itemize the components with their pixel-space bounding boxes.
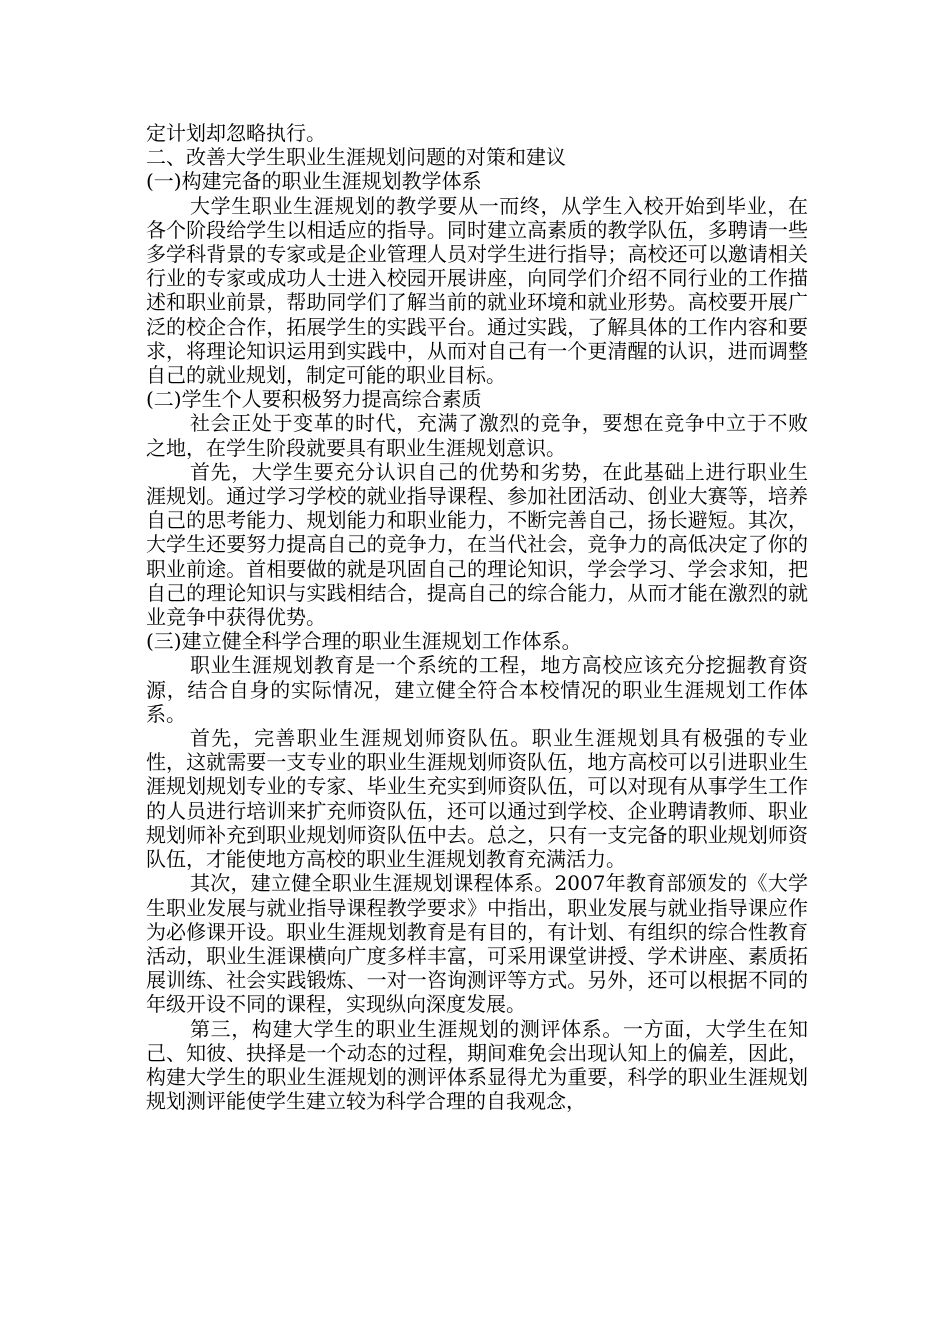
paragraph-continuation: 定计划却忽略执行。 (146, 121, 326, 145)
body-paragraph: 首先，完善职业生涯规划师资队伍。职业生涯规划具有极强的专业性，这就需要一支专业的职业生涯规划师资队伍，地方高校可以引进职业生涯规划规划专业的专家、毕业生充实到师资队伍，可以对现有从事学生工作的人员进行培训来扩充师资队伍，还可以通过到学校、企业聘请教师、职业规划师补充到职业规划师资队伍中去。总之，只有一支完备的职业规划师资队伍，才能使地方高校的职业生涯规划教育充满活力。 (146, 726, 808, 872)
body-paragraph: 职业生涯规划教育是一个系统的工程，地方高校应该充分挖掘教育资源，结合自身的实际情况，建立健全符合本校情况的职业生涯规划工作体系。 (146, 653, 808, 726)
body-paragraph: 社会正处于变革的时代，充满了激烈的竞争，要想在竞争中立于不败之地，在学生阶段就要具有职业生涯规划意识。 (146, 411, 808, 460)
subsection-heading-3: (三)建立健全科学合理的职业生涯规划工作体系。 (146, 629, 582, 654)
subsection-heading-1: (一)构建完备的职业生涯规划教学体系 (146, 169, 482, 194)
body-paragraph: 首先，大学生要充分认识自己的优势和劣势，在此基础上进行职业生涯规划。通过学习学校的就业指导课程、参加社团活动、创业大赛等，培养自己的思考能力、规划能力和职业能力，不断完善自己，扬长避短。其次，大学生还要努力提高自己的竞争力，在当代社会，竞争力的高低决定了你的职业前途。首相要做的就是巩固自己的理论知识，学会学习、学会求知，把自己的理论知识与实践相结合，提高自己的综合能力，从而才能在激烈的就业竞争中获得优势。 (146, 459, 808, 630)
subsection-heading-2: (二)学生个人要积极努力提高综合素质 (146, 387, 482, 412)
body-paragraph: 第三，构建大学生的职业生涯规划的测评体系。一方面，大学生在知己、知彼、抉择是一个动态的过程，期间难免会出现认知上的偏差，因此，构建大学生的职业生涯规划的测评体系显得尤为重要，科学的职业生涯规划规划测评能使学生建立较为科学合理的自我观念， (146, 1016, 808, 1114)
document-page (146, 121, 808, 1113)
body-paragraph: 大学生职业生涯规划的教学要从一而终，从学生入校开始到毕业，在各个阶段给学生以相适应的指导。同时建立高素质的教学队伍，多聘请一些多学科背景的专家或是企业管理人员对学生进行指导；高校还可以邀请相关行业的专家或成功人士进入校园开展讲座，向同学们介绍不同行业的工作描述和职业前景，帮助同学们了解当前的就业环境和就业形势。高校要开展广泛的校企合作，拓展学生的实践平台。通过实践，了解具体的工作内容和要求，将理论知识运用到实践中，从而对自己有一个更清醒的认识，进而调整自己的就业规划，制定可能的职业目标。 (146, 193, 808, 388)
section-heading: 二、改善大学生职业生涯规划问题的对策和建议 (146, 145, 566, 170)
body-paragraph: 其次，建立健全职业生涯规划课程体系。2007年教育部颁发的《大学生职业发展与就业指导课程教学要求》中指出，职业发展与就业指导课应作为必修课开设。职业生涯规划教育是有目的，有计划、有组织的综合性教育活动，职业生涯课横向广度多样丰富，可采用课堂讲授、学术讲座、素质拓展训练、社会实践锻炼、一对一咨询测评等方式。另外，还可以根据不同的年级开设不同的课程，实现纵向深度发展。 (146, 871, 808, 1017)
